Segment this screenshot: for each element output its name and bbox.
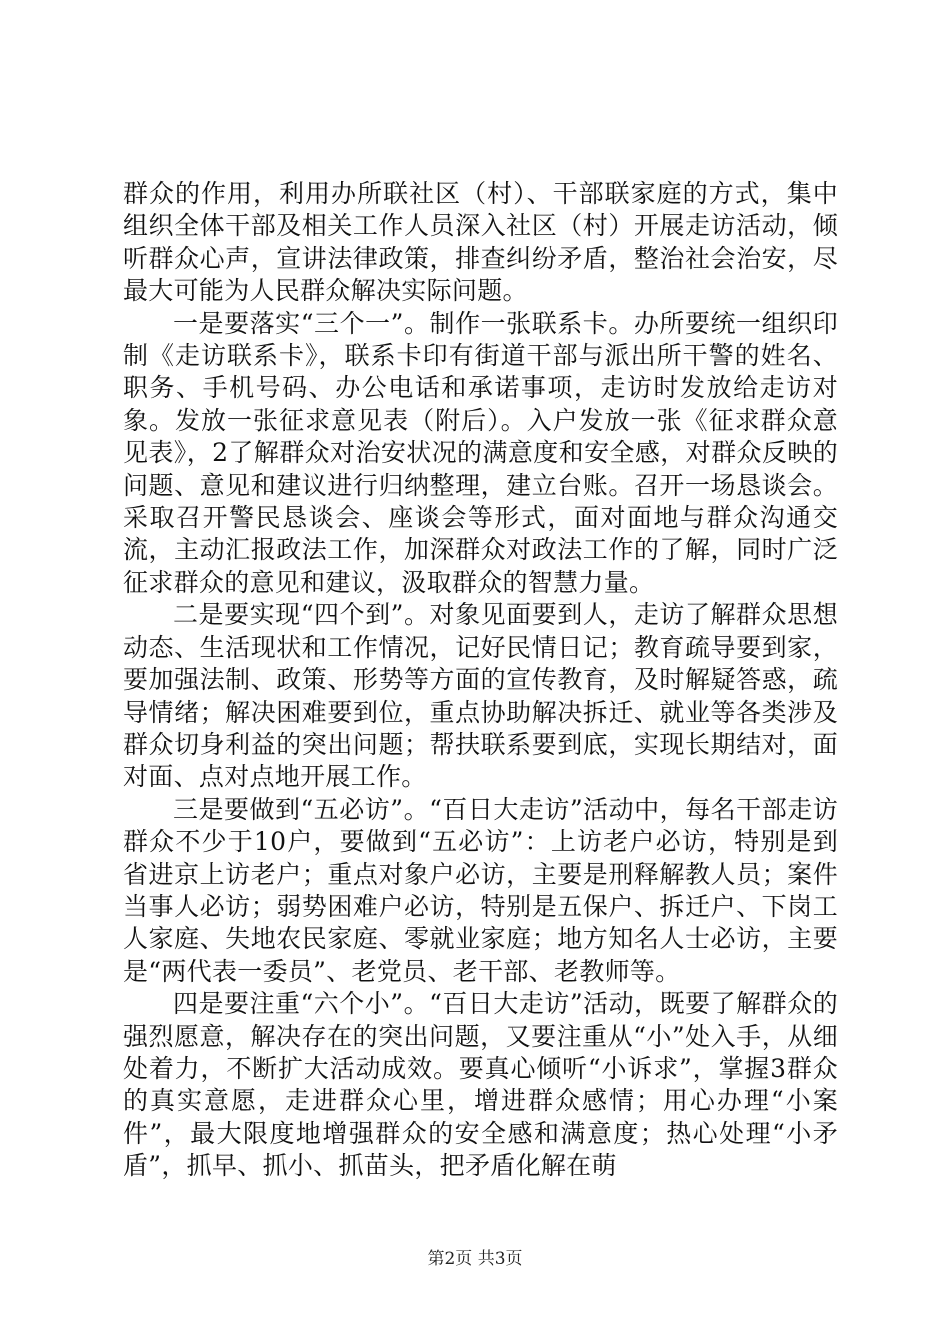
paragraph-three-ones: 一是要落实“三个一”。制作一张联系卡。办所要统一组织印制《走访联系卡》，联系卡印有街道干部与派出所干警的姓名、职务、手机号码、办公电话和承诺事项，走访时发放给走访对象。发放一张征求意见表（附后）。入户发放一张《征求群众意见表》，2了解群众对治安状况的满意度和安全感，对群众反映的问题、意见和建议进行归纳整理，建立台账。召开一场恳谈会。采取召开警民恳谈会、座谈会等形式，面对面地与群众沟通交流，主动汇报政法工作，加深群众对政法工作的了解，同时广泛征求群众的意见和建议，汲取群众的智慧力量。	[123, 308, 838, 597]
document-body	[123, 178, 838, 1183]
page-footer: 第2页 共3页	[427, 1249, 523, 1269]
paragraph-continuation: 群众的作用，利用办所联社区（村）、干部联家庭的方式，集中组织全体干部及相关工作人员深入社区（村）开展走访活动，倾听群众心声，宣讲法律政策，排查纠纷矛盾，整治社会治安，尽最大可能为人民群众解决实际问题。	[123, 179, 838, 306]
paragraph-six-smalls: 四是要注重“六个小”。“百日大走访”活动，既要了解群众的强烈愿意，解决存在的突出问题，又要注重从“小”处入手，从细处着力，不断扩大活动成效。要真心倾听“小诉求”，掌握3群众的真实意愿，走进群众心里，增进群众感情；用心办理“小案件”，最大限度地增强群众的安全感和满意度；热心处理“小矛盾”，抓早、抓小、抓苗头，把矛盾化解在萌	[123, 989, 838, 1181]
paragraph-four-arrivals: 二是要实现“四个到”。对象见面要到人，走访了解群众思想动态、生活现状和工作情况，记好民情日记；教育疏导要到家，要加强法制、政策、形势等方面的宣传教育，及时解疑答惑，疏导情绪；解决困难要到位，重点协助解决拆迁、就业等各类涉及群众切身利益的突出问题；帮扶联系要到底，实现长期结对，面对面、点对点地开展工作。	[123, 600, 838, 792]
paragraph-five-visits: 三是要做到“五必访”。“百日大走访”活动中，每名干部走访群众不少于10户，要做到“五必访”：上访老户必访，特别是到省进京上访老户；重点对象户必访，主要是刑释解教人员；案件当事人必访；弱势困难户必访，特别是五保户、拆迁户、下岗工人家庭、失地农民家庭、零就业家庭；地方知名人士必访，主要是“两代表一委员”、老党员、老干部、老教师等。	[123, 794, 838, 986]
